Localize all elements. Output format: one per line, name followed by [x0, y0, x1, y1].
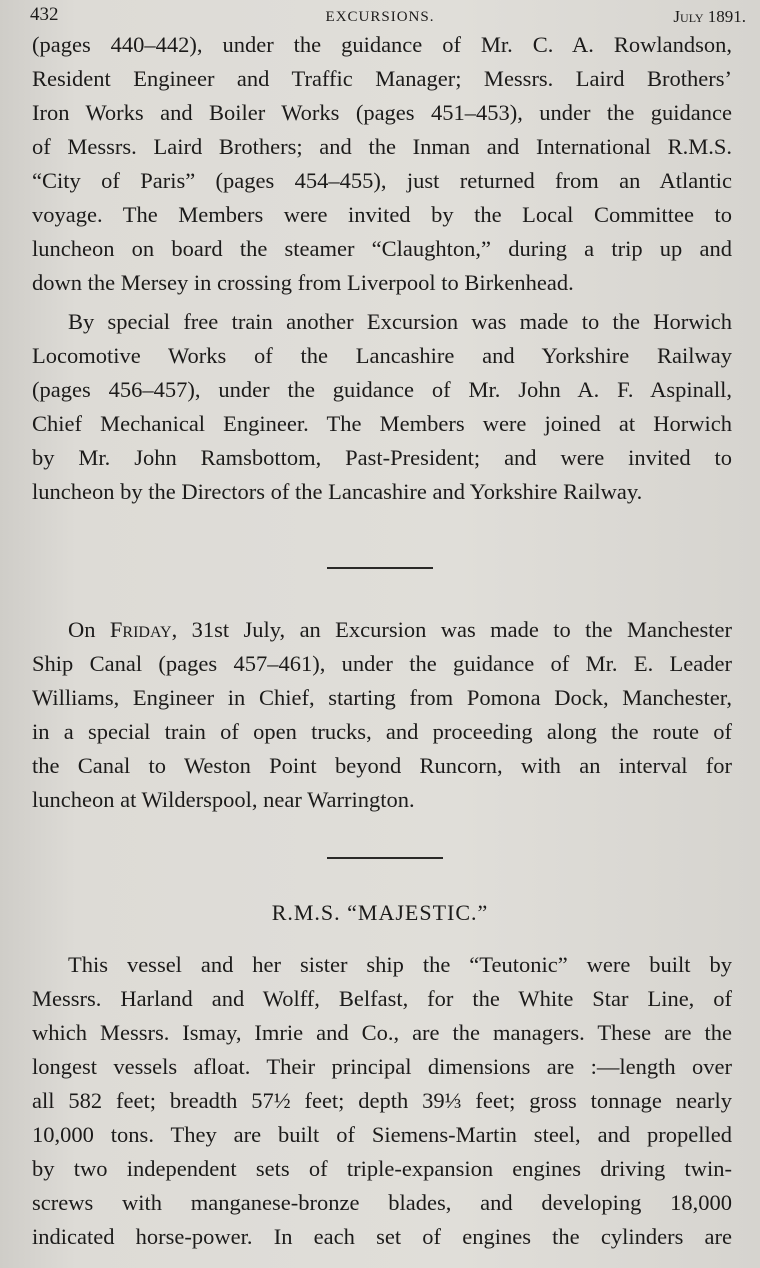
text-line: luncheon by the Directors of the Lancashire and Yorkshire Railway.: [32, 479, 643, 504]
text-line: all 582 feet; breadth 57½ feet; depth 39⅓ feet; gross tonnage nearly: [32, 1088, 732, 1113]
text-line: luncheon at Wilderspool, near Warrington.: [32, 787, 415, 812]
text-line: This vessel and her sister ship the “Teutonic” were built by: [68, 952, 732, 977]
text-line: which Messrs. Ismay, Imrie and Co., are the managers. These are the: [32, 1020, 732, 1045]
text-line: by Mr. John Ramsbottom, Past-President; and were invited to: [32, 445, 732, 470]
text-line: Locomotive Works of the Lancashire and Yorkshire Railway: [32, 343, 732, 368]
text-line: screws with manganese-bronze blades, and developing 18,000: [32, 1190, 732, 1215]
text-line: Williams, Engineer in Chief, starting from Pomona Dock, Manchester,: [32, 685, 732, 710]
text-line: “City of Paris” (pages 454–455), just returned from an Atlantic: [32, 168, 732, 193]
text-line: (pages 440–442), under the guidance of Mr. C. A. Rowlandson,: [32, 32, 732, 57]
text-line: longest vessels afloat. Their principal dimensions are :—length over: [32, 1054, 732, 1079]
text-line: down the Mersey in crossing from Liverpool to Birkenhead.: [32, 270, 574, 295]
text-line: Messrs. Harland and Wolff, Belfast, for the White Star Line, of: [32, 986, 732, 1011]
text-line: Iron Works and Boiler Works (pages 451–453), under the guidance: [32, 100, 732, 125]
text-line: luncheon on board the steamer “Claughton,” during a trip up and: [32, 236, 732, 261]
running-date: July 1891.: [673, 7, 746, 26]
text-line: of Messrs. Laird Brothers; and the Inman and International R.M.S.: [32, 134, 732, 159]
page-number: 432: [30, 4, 59, 25]
text-line: Chief Mechanical Engineer. The Members were joined at Horwich: [32, 411, 732, 436]
text-line: in a special train of open trucks, and proceeding along the route of: [32, 719, 732, 744]
section-heading: R.M.S. “MAJESTIC.”: [271, 900, 489, 925]
running-title: EXCURSIONS.: [325, 9, 435, 25]
text-line: the Canal to Weston Point beyond Runcorn, with an interval for: [32, 753, 732, 778]
text-line: indicated horse-power. In each set of engines the cylinders are: [32, 1224, 732, 1249]
section-divider: [327, 857, 443, 859]
text-line: Resident Engineer and Traffic Manager; Messrs. Laird Brothers’: [32, 66, 732, 91]
text-line: On Friday, 31st July, an Excursion was made to the Manchester: [68, 617, 732, 642]
text-line: (pages 456–457), under the guidance of Mr. John A. F. Aspinall,: [32, 377, 732, 402]
text-line: by two independent sets of triple-expansion engines driving twin-: [32, 1156, 732, 1181]
text-line: By special free train another Excursion was made to the Horwich: [68, 309, 732, 334]
section-divider: [327, 567, 433, 569]
text-line: 10,000 tons. They are built of Siemens-Martin steel, and propelled: [32, 1122, 732, 1147]
text-line: Ship Canal (pages 457–461), under the guidance of Mr. E. Leader: [32, 651, 732, 676]
text-line: voyage. The Members were invited by the Local Committee to: [32, 202, 732, 227]
